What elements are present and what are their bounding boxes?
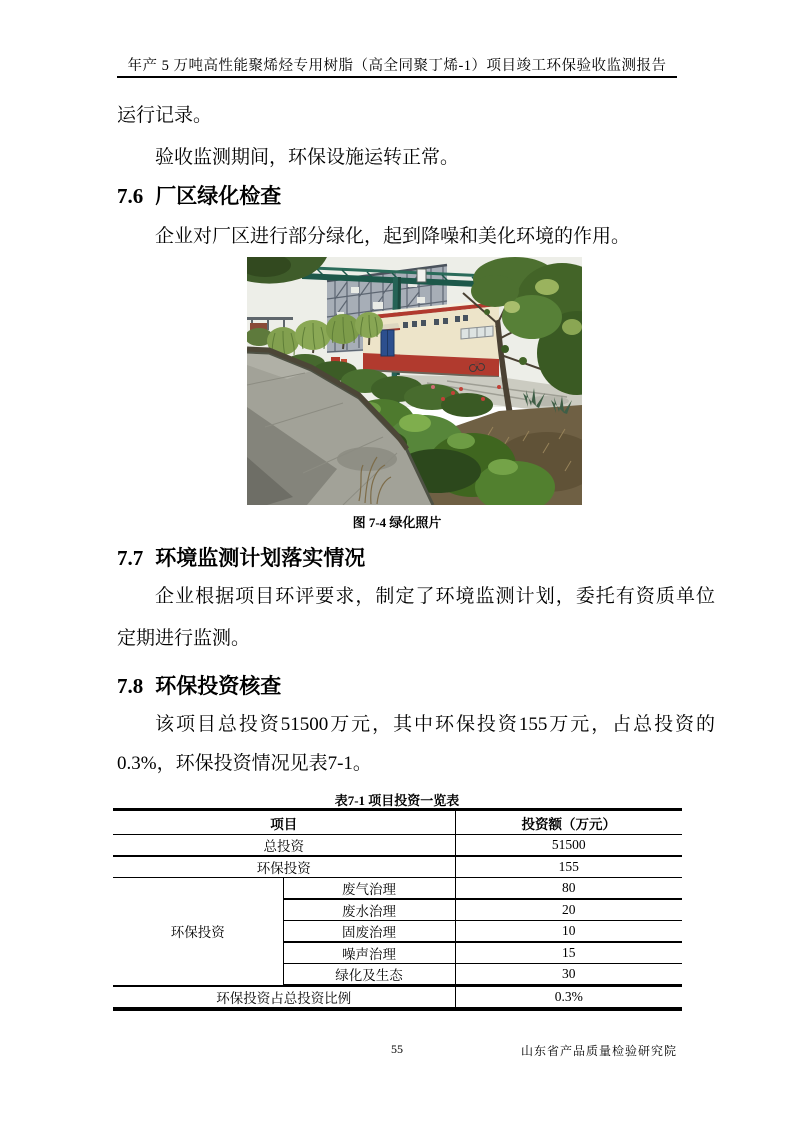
cell-value: 0.3% (554, 989, 583, 1004)
cell-label: 废水治理 (283, 899, 455, 921)
table-row-total (113, 835, 682, 857)
section-number: 7.6 (117, 184, 144, 208)
cell-value: 30 (455, 964, 682, 986)
page-header-title: 年产 5 万吨高性能聚烯烃专用树脂（高全同聚丁烯-1）项目竣工环保验收监测报告 (127, 58, 667, 74)
section-number: 7.8 (117, 674, 144, 698)
cell-env-group: 环保投资 (113, 878, 283, 986)
cell-value: 51500 (455, 835, 682, 857)
paragraph-monitoring-plan-line1: 企业根据项目环评要求，制定了环境监测计划，委托有资质单位 (155, 586, 715, 607)
footer-organization: 山东省产品质量检验研究院 (520, 1044, 677, 1058)
section-title: 环境监测计划落实情况 (155, 546, 366, 570)
cell-value: 80 (455, 878, 682, 900)
greening-photo-illustration (247, 257, 582, 505)
section-title: 环保投资核查 (155, 674, 282, 698)
table-row-ratio (113, 986, 682, 1010)
figure-caption: 图 7-4 绿化照片 (352, 515, 442, 530)
table-header-row (113, 810, 682, 835)
section-heading-7-6 (117, 180, 677, 210)
cell-value: 10 (455, 921, 682, 943)
paragraph-acceptance: 验收监测期间，环保设施运转正常。 (155, 147, 460, 168)
paragraph-investment-line2: 0.3%，环保投资情况见表7-1。 (117, 753, 372, 774)
header-cell-amount: 投资额（万元） (455, 810, 682, 835)
section-heading-7-8 (117, 670, 677, 700)
cell-value: 155 (455, 856, 682, 878)
section-number: 7.7 (117, 546, 144, 570)
investment-table (113, 808, 682, 1011)
table-row-waste-gas (113, 878, 682, 900)
header-cell-item: 项目 (113, 810, 455, 835)
cell-label: 固废治理 (283, 921, 455, 943)
cell-label: 总投资 (113, 835, 455, 857)
paragraph-investment-line1: 该项目总投资51500万元，其中环保投资155万元，占总投资的 (155, 714, 715, 735)
greening-photo (247, 257, 582, 505)
header-divider (117, 76, 677, 78)
cell-label: 环保投资 (113, 856, 455, 878)
section-title: 厂区绿化检查 (155, 184, 282, 208)
page-number: 55 (391, 1042, 403, 1056)
paragraph-monitoring-plan-line2: 定期进行监测。 (117, 628, 251, 649)
cell-label: 环保投资占总投资比例 (113, 986, 455, 1010)
cell-label: 废气治理 (283, 878, 455, 900)
table-caption: 表7-1 项目投资一览表 (334, 793, 460, 808)
section-heading-7-7 (117, 542, 677, 572)
table-row-env-total (113, 856, 682, 878)
paragraph-run-record: 运行记录。 (117, 105, 213, 126)
cell-value: 20 (455, 899, 682, 921)
cell-value: 15 (455, 942, 682, 964)
cell-label: 绿化及生态 (283, 964, 455, 986)
paragraph-greening: 企业对厂区进行部分绿化，起到降噪和美化环境的作用。 (155, 226, 631, 247)
cell-label: 噪声治理 (283, 942, 455, 964)
